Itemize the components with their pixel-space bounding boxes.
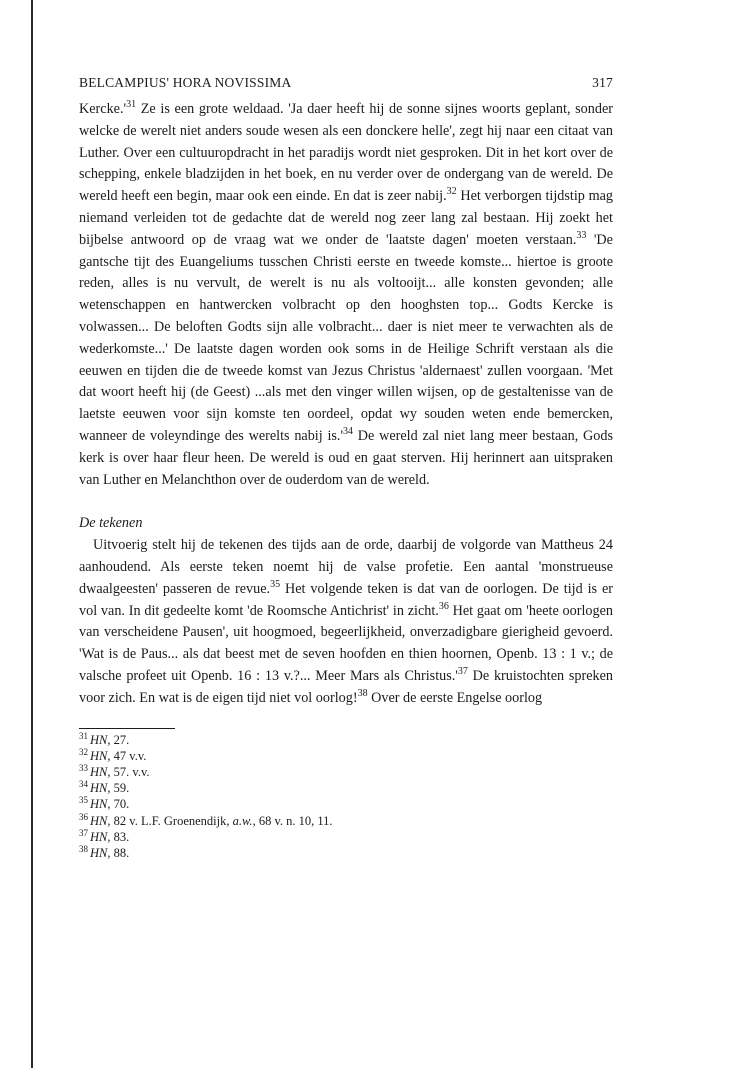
footnote-item: $^{38}$ HN, 88.	[79, 843, 130, 860]
footnotes	[79, 732, 613, 862]
footnote-item: $^{31}$ HN, 27.	[79, 730, 130, 747]
footnote-ref-34: 34	[343, 425, 354, 437]
section-heading: De tekenen	[79, 515, 143, 532]
footnote-ref-33: 33	[576, 229, 587, 241]
footnote-item: $^{33}$ HN, 57. v.v.	[79, 762, 150, 779]
footnote-item: $^{34}$ HN, 59.	[79, 779, 130, 796]
footnote-divider	[79, 728, 175, 729]
footnote-item: $^{32}$ HN, 47 v.v.	[79, 746, 147, 763]
running-header	[79, 75, 613, 91]
footnote-item: $^{37}$ HN, 83.	[79, 827, 130, 844]
body-paragraph-2: Uitvoerig stelt hij de tekenen des tijds aan de orde, daarbij de volgorde van Mattheus 24 aanhoudend. Als eerste teken noemt hij de valse profetie. Een aantal 'monstrueuse dwaalgeesten' passeren de revue.$^{35}$ Het volgende teken is dat van de oorlogen. De tijd is er vol van. In dit gedeelte komt 'de Roomsche Antichrist' in zicht.$^{36}$ Het gaat om 'heete oorlogen van verscheidene Pausen', uit hoogmoed, begeerlijkheid, onverzadigbare gierigheid gevoerd. 'Wat is de Paus... als dat beest met de seven hoofden en thien hoornen, Openb. 13 : 1 v.; de valsche profeet uit Openb. 16 : 13 v.?... Meer Mars als $Christus.'^{37}$ De kruistochten spreken voor zich. En wat is de eigen tijd niet vol oorlog!$^{38}$ Over de eerste Engelse oorlog	[79, 537, 614, 706]
footnote-item: $^{35}$ HN, 70.	[79, 795, 130, 812]
footnote-ref-31: 31	[126, 99, 137, 110]
footnote-ref-36: 36	[438, 600, 449, 612]
running-title: BELCAMPIUS' HORA NOVISSIMA	[79, 75, 292, 90]
footnote-ref-38: 38	[357, 687, 368, 699]
footnote-ref-35: 35	[270, 578, 281, 590]
page-number: 317	[592, 75, 613, 90]
scan-margin	[0, 0, 34, 1068]
footnote-item: $^{36}$ HN, 82 v. L.F. Groenendijk, a.w., 68 v. n. 10, 11.	[79, 811, 333, 828]
footnote-ref-37: 37	[457, 665, 468, 677]
book-page	[79, 75, 613, 861]
scan-edge-line	[31, 0, 33, 1068]
body-paragraph-1: $Kercke.'^{31}$ Ze is een grote weldaad. 'Ja daer heeft hij de sonne sijnes woorts geplant, sonder welcke de werelt niet anders soude wesen als een donckere helle', zegt hij naar een citaat van Luther. Over een cultuuropdracht in het paradijs wordt niet gesproken. Dit in het kort over de schepping, enkele bladzijden in het boek, en nu verder over de ondergang van de wereld. De wereld heeft een begin, maar ook een einde. En dat is zeer nabij.$^{32}$ Het verborgen tijdstip mag niemand verleiden tot de gedachte dat de wereld nog zeer lang zal bestaan. Hij zoekt het bijbelse antwoord op de vraag wat we onder de 'laatste dagen' moeten verstaan.$^{33}$ 'De gantsche tijt des Euangeliums tusschen Christi eerste en tweede komste... hiertoe is groote reden, alles is nu vervult, de werelt is nu als voltooijt... alle konsten gevonden; alle wetenschappen en hantwercken volbracht op den hooghsten top... Godts Kercke is volwassen... De beloften Godts sijn alle volbracht... daer is niet meer te verwachten als de wederkomste...' De laatste dagen worden ook soms in de Heilige Schrift verstaan als die eeuwen en tijden die de tweede komst van Jezus Christus 'aldernaest' zullen voorgaan. 'Met dat woort heeft hij (de Geest) ...als met den vinger willen wijsen, op de gestaltenisse van de laetste eeuwen voor sijn komste ten oordeel, opdat wy souden weten ende bemercken, wanneer de voleyndinge des werelts nabij $is.'^{34}$ De wereld zal niet lang meer bestaan, Gods kerk is over haar fleur heen. De wereld is oud en gaat sterven. Hij herinnert aan uitspraken van Luther en Melanchthon over de ouderdom van de wereld.	[79, 99, 613, 488]
footnote-ref-32: 32	[446, 186, 457, 198]
